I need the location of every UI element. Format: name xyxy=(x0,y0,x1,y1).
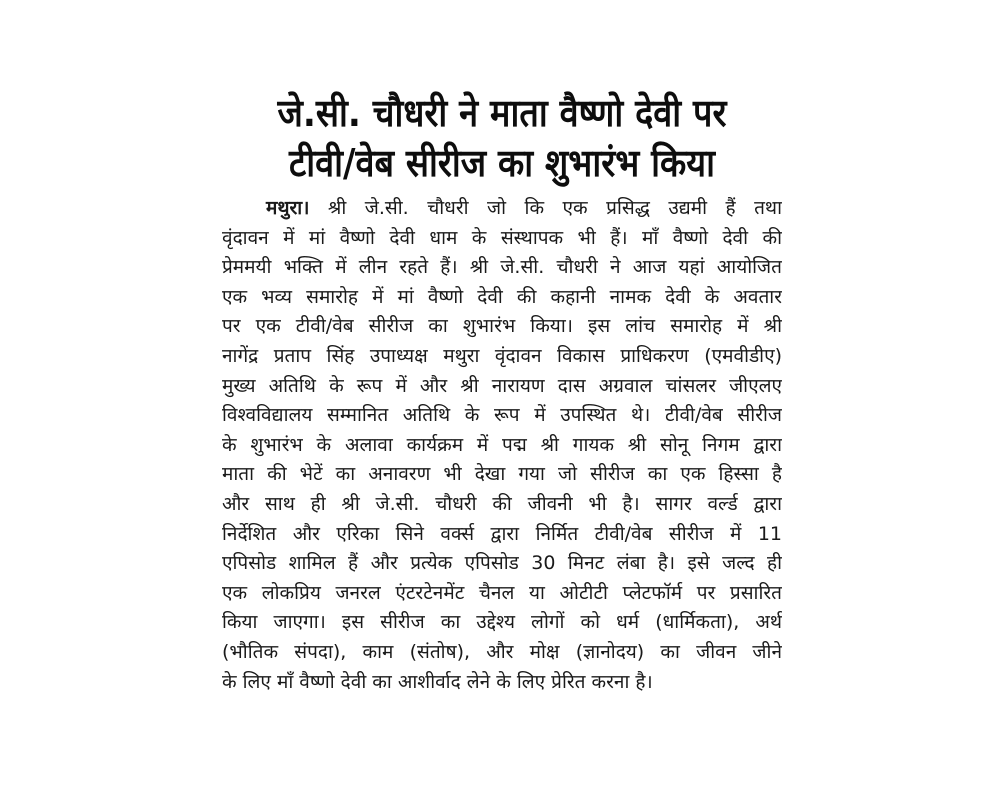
body-line: प्रेममयी भक्ति में लीन रहते हैं। श्री जे.सी. चौधरी ने आज यहां आयोजित xyxy=(222,256,782,279)
body-line-text: श्री जे.सी. चौधरी जो कि एक प्रसिद्ध उद्यमी हैं तथा xyxy=(327,197,782,219)
body-line: किया जाएगा। इस सीरीज का उद्देश्य लोगों को धर्म (धार्मिकता), अर्थ xyxy=(222,611,782,634)
body-line: विश्वविद्यालय सम्मानित अतिथि के रूप में उपस्थित थे। टीवी/वेब सीरीज xyxy=(222,404,782,427)
body-line: के लिए माँ वैष्णो देवी का आशीर्वाद लेने के लिए प्रेरित करना है। xyxy=(222,670,653,693)
body-line: (भौतिक संपदा), काम (संतोष), और मोक्ष (ज्ञानोदय) का जीवन जीने xyxy=(222,640,782,663)
body-line: एक भव्य समारोह में मां वैष्णो देवी की कहानी नामक देवी के अवतार xyxy=(222,285,782,308)
news-article xyxy=(222,88,782,697)
body-line: और साथ ही श्री जे.सी. चौधरी की जीवनी भी है। सागर वर्ल्ड द्वारा xyxy=(222,492,782,515)
body-line: एक लोकप्रिय जनरल एंटरटेनमेंट चैनल या ओटीटी प्लेटफॉर्म पर प्रसारित xyxy=(222,581,782,604)
body-line: पर एक टीवी/वेब सीरीज का शुभारंभ किया। इस लांच समारोह में श्री xyxy=(222,315,782,338)
body-line xyxy=(222,194,782,224)
headline xyxy=(250,88,754,188)
body-line: माता की भेटें का अनावरण भी देखा गया जो सीरीज का एक हिस्सा है xyxy=(222,463,782,486)
body-line: मुख्य अतिथि के रूप में और श्री नारायण दास अग्रवाल चांसलर जीएलए xyxy=(222,374,782,397)
dateline: मथुरा। xyxy=(266,197,310,219)
body-line: नागेंद्र प्रताप सिंह उपाध्यक्ष मथुरा वृंदावन विकास प्राधिकरण (एमवीडीए) xyxy=(222,344,782,367)
body-line: एपिसोड शामिल हैं और प्रत्येक एपिसोड 30 मिनट लंबा है। इसे जल्द ही xyxy=(222,552,782,575)
body-line: वृंदावन में मां वैष्णो देवी धाम के संस्थापक भी हैं। माँ वैष्णो देवी की xyxy=(222,226,782,249)
headline-line: जे.सी. चौधरी ने माता वैष्णो देवी पर xyxy=(277,91,727,135)
article-body xyxy=(222,194,782,697)
body-line: के शुभारंभ के अलावा कार्यक्रम में पद्म श्री गायक श्री सोनू निगम द्वारा xyxy=(222,433,782,456)
headline-line: टीवी/वेब सीरीज का शुभारंभ किया xyxy=(289,141,715,185)
body-line: निर्देशित और एरिका सिने वर्क्स द्वारा निर्मित टीवी/वेब सीरीज में 11 xyxy=(222,522,782,545)
